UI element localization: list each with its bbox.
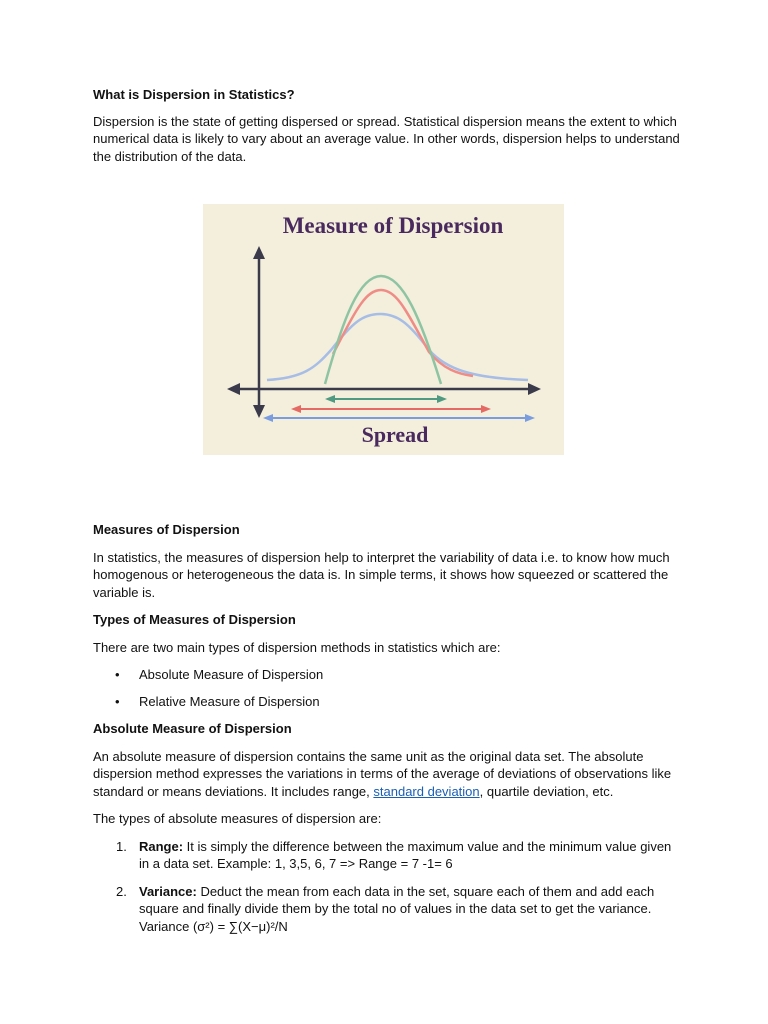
list-text: It is simply the difference between the maximum value and the minimum value given in a data set. Example: 1, 3,5, 6, 7 => Range = 7 -1= 6 (139, 838, 672, 871)
heading-types-of-measures: Types of Measures of Dispersion (93, 612, 296, 627)
paragraph-absolute-text: An absolute measure of dispersion contains the same unit as the original data set. The absolute dispersion method expresses the variations in terms of the average of deviations of observations like standard or means deviations. It includes range, (93, 748, 672, 799)
bullet-label: Absolute Measure of Dispersion (139, 667, 324, 682)
list-item (93, 838, 683, 873)
list-text: Deduct the mean from each data in the set, square each of them and add each square and finally divide them by the total no of values in the data set to get the variance. Variance (σ²) = ∑(X−μ)²/N (139, 883, 655, 934)
heading-what-is-dispersion: What is Dispersion in Statistics? (93, 87, 295, 102)
document-page (93, 86, 683, 165)
bullet-icon: • (115, 667, 120, 682)
list-number: 2. (116, 883, 127, 899)
list-item (93, 666, 683, 684)
measures-bullet-list (93, 666, 683, 710)
spread-label: Spread (361, 422, 429, 447)
paragraph-types: There are two main types of dispersion methods in statistics which are: (93, 639, 501, 655)
document-page-lower (93, 521, 683, 935)
list-item (93, 693, 683, 711)
paragraph-dispersion-intro: Dispersion is the state of getting dispersed or spread. Statistical dispersion means the extent to which numerical data is likely to vary about an average value. In other words, dispersion helps to understand the distribution of the data. (93, 113, 680, 164)
paragraph-absolute-tail: , quartile deviation, etc. (479, 783, 614, 799)
bullet-label: Relative Measure of Dispersion (139, 693, 320, 709)
absolute-measures-list (93, 838, 683, 936)
paragraph-measures: In statistics, the measures of dispersion help to interpret the variability of data i.e. to know how much homogenous or heterogeneous the data is. In simple terms, it shows how squeezed or scattered the variable is. (93, 549, 670, 600)
figure-title: Measure of Dispersion (282, 213, 504, 238)
list-term: Variance: (139, 883, 197, 899)
paragraph-absolute (93, 748, 683, 801)
heading-measures-of-dispersion: Measures of Dispersion (93, 522, 240, 537)
measure-of-dispersion-figure (203, 204, 564, 455)
heading-absolute-measure: Absolute Measure of Dispersion (93, 721, 292, 736)
standard-deviation-link[interactable]: standard deviation (373, 783, 480, 799)
list-term: Range: (139, 838, 184, 854)
list-number: 1. (116, 838, 127, 854)
paragraph-types-absolute: The types of absolute measures of dispersion are: (93, 811, 382, 826)
list-item (93, 883, 683, 936)
bullet-icon: • (115, 693, 120, 709)
